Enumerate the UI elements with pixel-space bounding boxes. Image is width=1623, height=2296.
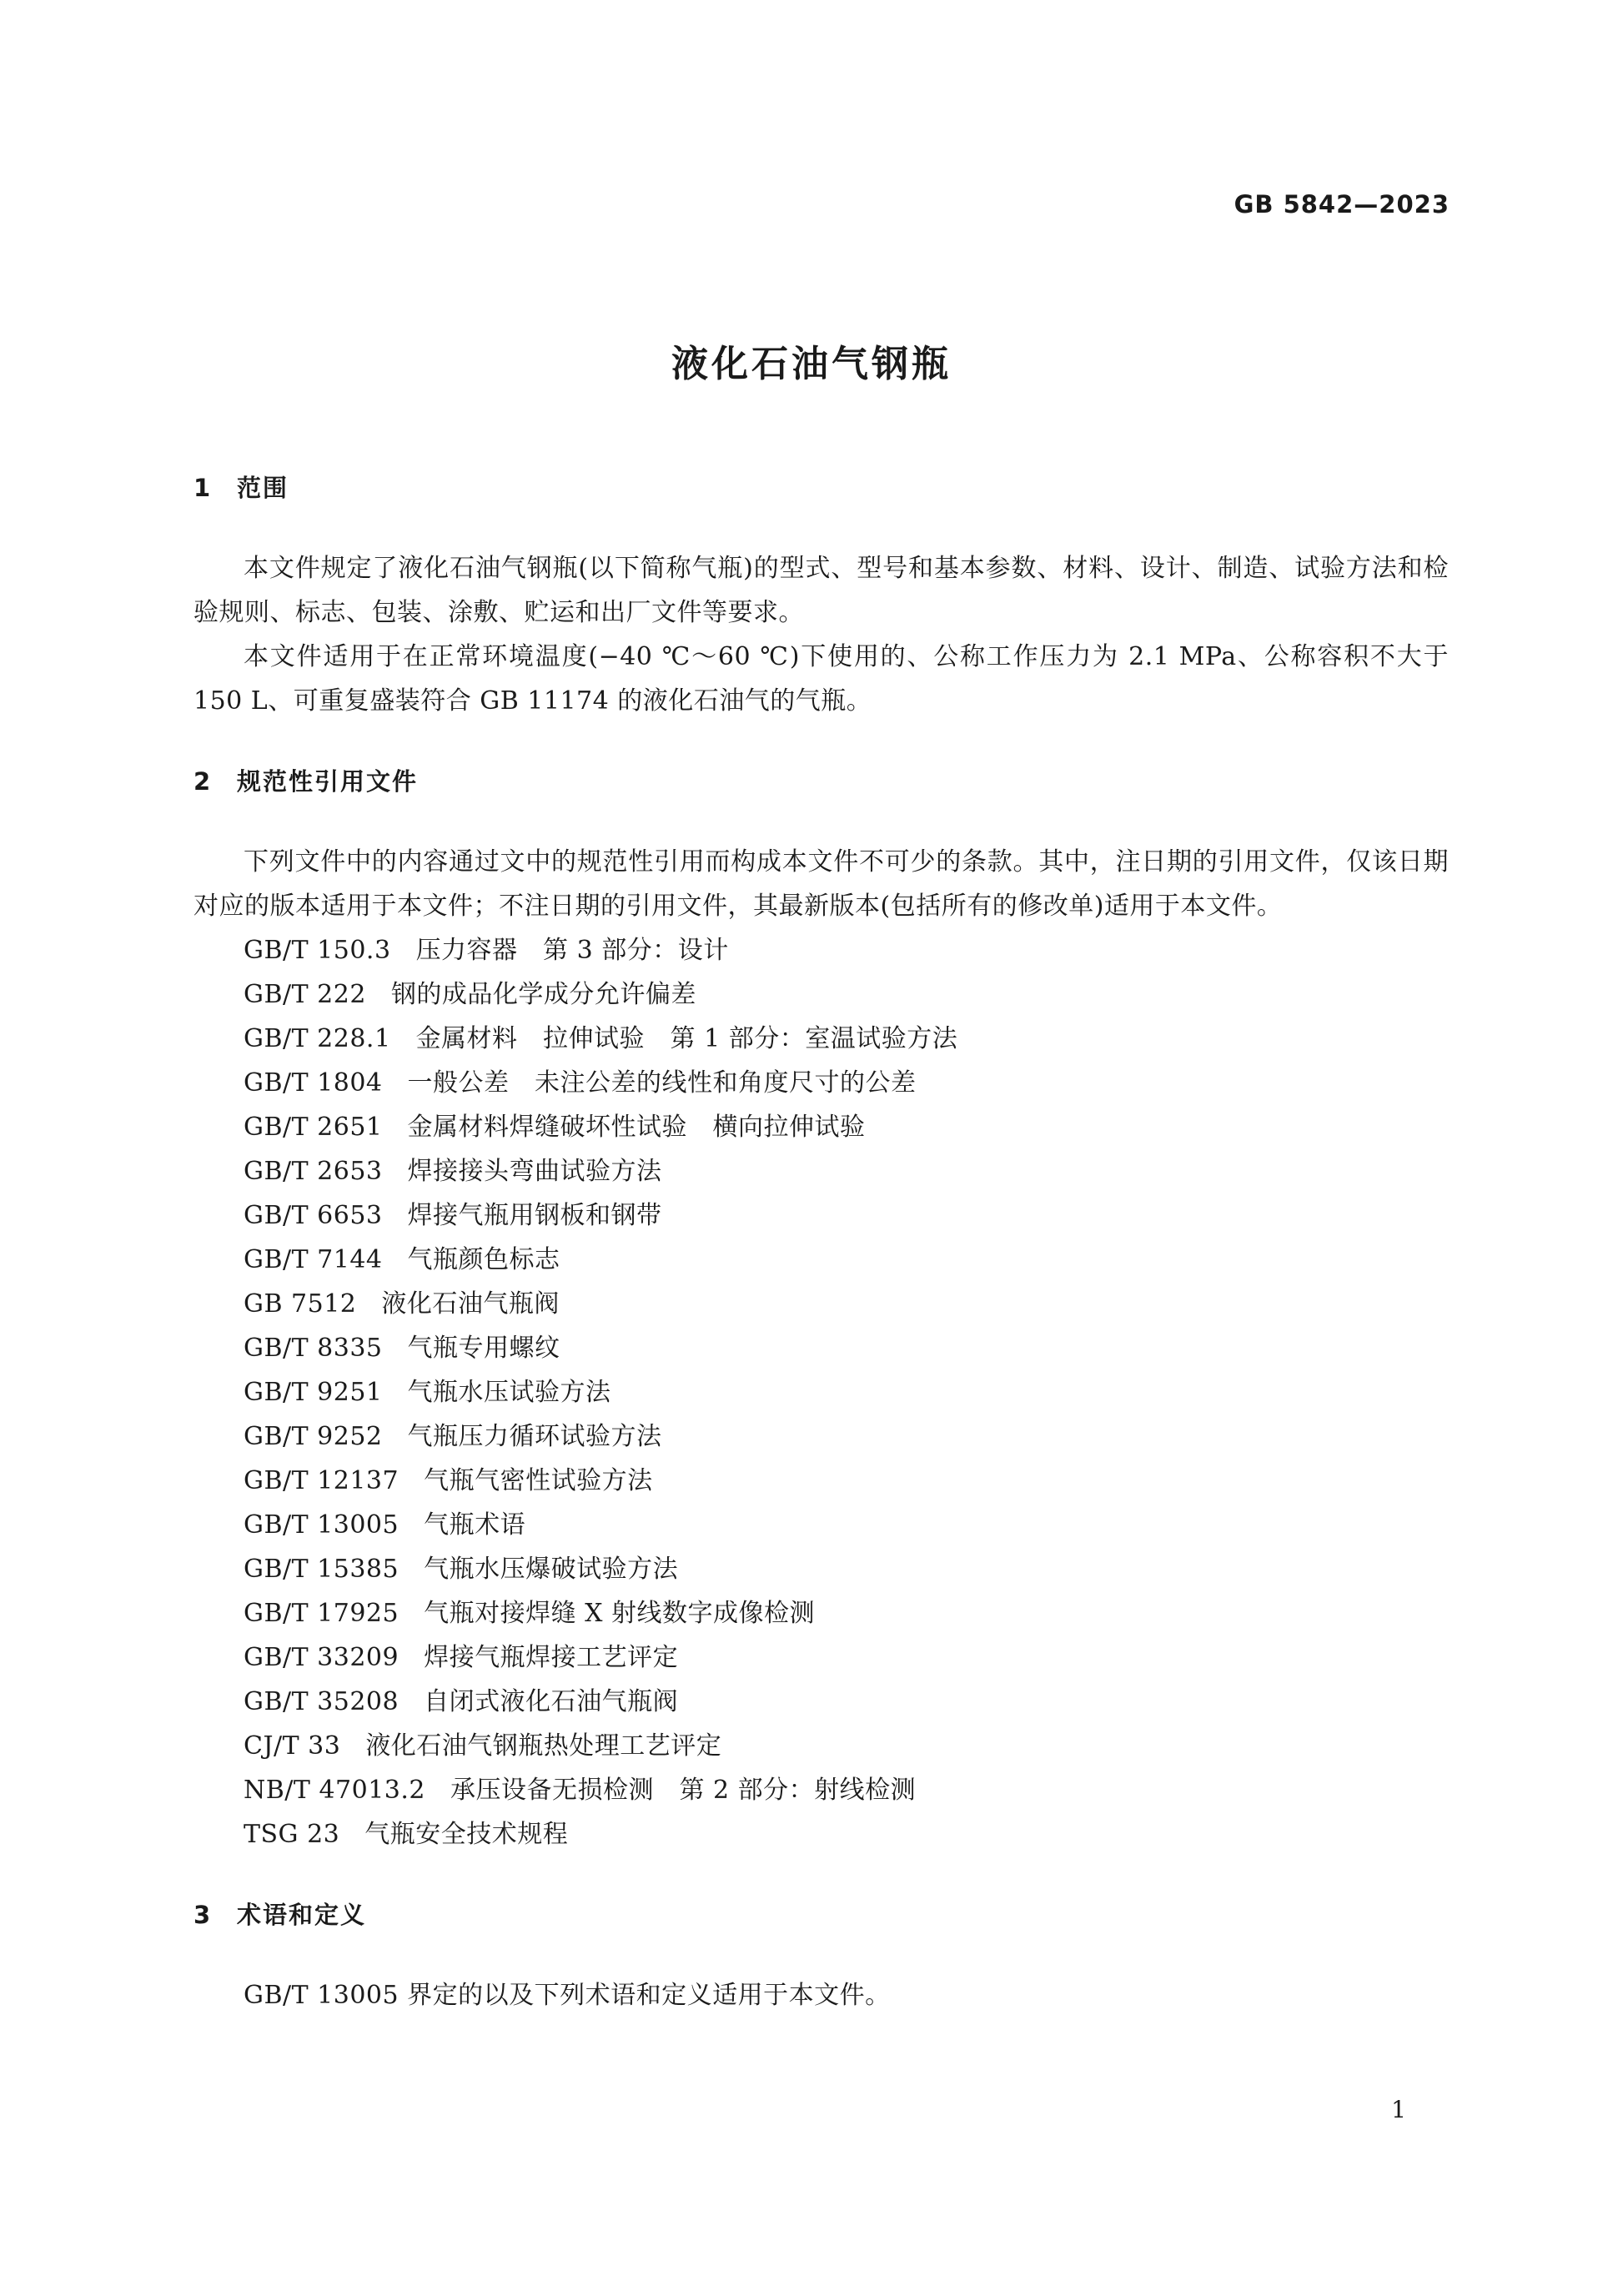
section-number: 2 (193, 767, 213, 796)
reference-code: GB/T 222 (244, 980, 366, 1009)
reference-title: 气瓶颜色标志 (407, 1245, 560, 1274)
reference-item (193, 1061, 1449, 1105)
reference-code: GB/T 228.1 (244, 1024, 391, 1053)
reference-title: 气瓶对接焊缝 X 射线数字成像检测 (424, 1599, 816, 1628)
reference-title: 气瓶术语 (424, 1510, 526, 1540)
reference-item (193, 1105, 1449, 1149)
reference-title: 气瓶专用螺纹 (407, 1334, 560, 1363)
reference-code: GB/T 15385 (244, 1555, 399, 1584)
reference-code: GB/T 150.3 (244, 936, 391, 965)
reference-code: GB/T 9251 (244, 1378, 383, 1407)
reference-title: 气瓶压力循环试验方法 (407, 1422, 662, 1451)
reference-title: 自闭式液化石油气瓶阀 (424, 1687, 679, 1716)
reference-item (193, 1724, 1449, 1768)
section-number: 1 (193, 474, 213, 502)
reference-item (193, 1326, 1449, 1370)
reference-code: NB/T 47013.2 (244, 1776, 426, 1805)
reference-code: GB/T 2653 (244, 1157, 383, 1186)
reference-title: 金属材料焊缝破坏性试验 横向拉伸试验 (407, 1113, 866, 1142)
reference-item (193, 1414, 1449, 1459)
reference-item (193, 1635, 1449, 1680)
section-heading-terms (193, 1890, 1449, 1940)
reference-title: 一般公差 未注公差的线性和角度尺寸的公差 (407, 1068, 917, 1098)
reference-code: GB/T 7144 (244, 1245, 383, 1274)
reference-title: 气瓶安全技术规程 (364, 1820, 569, 1849)
reference-item (193, 1370, 1449, 1414)
reference-code: CJ/T 33 (244, 1731, 341, 1761)
reference-title: 金属材料 拉伸试验 第 1 部分：室温试验方法 (415, 1024, 958, 1053)
reference-code: GB/T 35208 (244, 1687, 399, 1716)
reference-code: GB/T 13005 (244, 1510, 399, 1540)
reference-list (193, 928, 1449, 1856)
reference-title: 气瓶气密性试验方法 (424, 1466, 653, 1495)
reference-item (193, 1282, 1449, 1326)
reference-code: GB/T 2651 (244, 1113, 383, 1142)
section-title: 规范性引用文件 (237, 767, 419, 796)
references-intro: 下列文件中的内容通过文中的规范性引用而构成本文件不可少的条款。其中，注日期的引用文件，仅该日期对应的版本适用于本文件；不注日期的引用文件，其最新版本(包括所有的修改单)适用于本文件。 (193, 847, 1449, 921)
section-heading-scope (193, 463, 1449, 513)
document-title: 液化石油气钢瓶 (671, 343, 952, 385)
reference-title: 液化石油气瓶阀 (381, 1289, 560, 1319)
reference-item (193, 1768, 1449, 1812)
reference-item (193, 1812, 1449, 1856)
reference-title: 承压设备无损检测 第 2 部分：射线检测 (450, 1776, 917, 1805)
reference-code: GB 7512 (244, 1289, 357, 1319)
section-number: 3 (193, 1901, 213, 1929)
reference-title: 焊接气瓶用钢板和钢带 (407, 1201, 662, 1230)
scope-paragraph: 本文件适用于在正常环境温度(−40 ℃～60 ℃)下使用的、公称工作压力为 2.1 MPa、公称容积不大于 150 L、可重复盛装符合 GB 11174 的液化石油气的气瓶。 (193, 642, 1449, 716)
reference-item (193, 1238, 1449, 1282)
reference-item (193, 928, 1449, 972)
section-heading-normative-references (193, 756, 1449, 806)
document-body (193, 463, 1449, 2017)
reference-title: 焊接气瓶焊接工艺评定 (424, 1643, 679, 1672)
reference-code: GB/T 8335 (244, 1334, 383, 1363)
reference-title: 钢的成品化学成分允许偏差 (390, 980, 696, 1009)
reference-code: GB/T 33209 (244, 1643, 399, 1672)
reference-code: GB/T 9252 (244, 1422, 383, 1451)
reference-item (193, 1503, 1449, 1547)
reference-item (193, 1547, 1449, 1591)
reference-item (193, 1680, 1449, 1724)
reference-item (193, 1459, 1449, 1503)
reference-item (193, 972, 1449, 1017)
reference-code: GB/T 17925 (244, 1599, 399, 1628)
terms-intro: GB/T 13005 界定的以及下列术语和定义适用于本文件。 (244, 1981, 891, 2010)
standard-code: GB 5842—2023 (1234, 190, 1450, 219)
reference-code: GB/T 12137 (244, 1466, 399, 1495)
reference-item (193, 1193, 1449, 1238)
reference-code: TSG 23 (244, 1820, 340, 1849)
reference-code: GB/T 1804 (244, 1068, 383, 1098)
section-title: 术语和定义 (237, 1901, 367, 1929)
scope-paragraph: 本文件规定了液化石油气钢瓶(以下简称气瓶)的型式、型号和基本参数、材料、设计、制造、试验方法和检验规则、标志、包装、涂敷、贮运和出厂文件等要求。 (193, 554, 1449, 627)
section-title: 范围 (237, 474, 289, 502)
reference-item (193, 1591, 1449, 1635)
reference-title: 气瓶水压试验方法 (407, 1378, 611, 1407)
reference-title: 压力容器 第 3 部分：设计 (415, 936, 729, 965)
reference-item (193, 1149, 1449, 1193)
reference-code: GB/T 6653 (244, 1201, 383, 1230)
reference-title: 焊接接头弯曲试验方法 (407, 1157, 662, 1186)
reference-title: 气瓶水压爆破试验方法 (424, 1555, 679, 1584)
page-number: 1 (1391, 2096, 1406, 2123)
reference-item (193, 1017, 1449, 1061)
reference-title: 液化石油气钢瓶热处理工艺评定 (365, 1731, 722, 1761)
